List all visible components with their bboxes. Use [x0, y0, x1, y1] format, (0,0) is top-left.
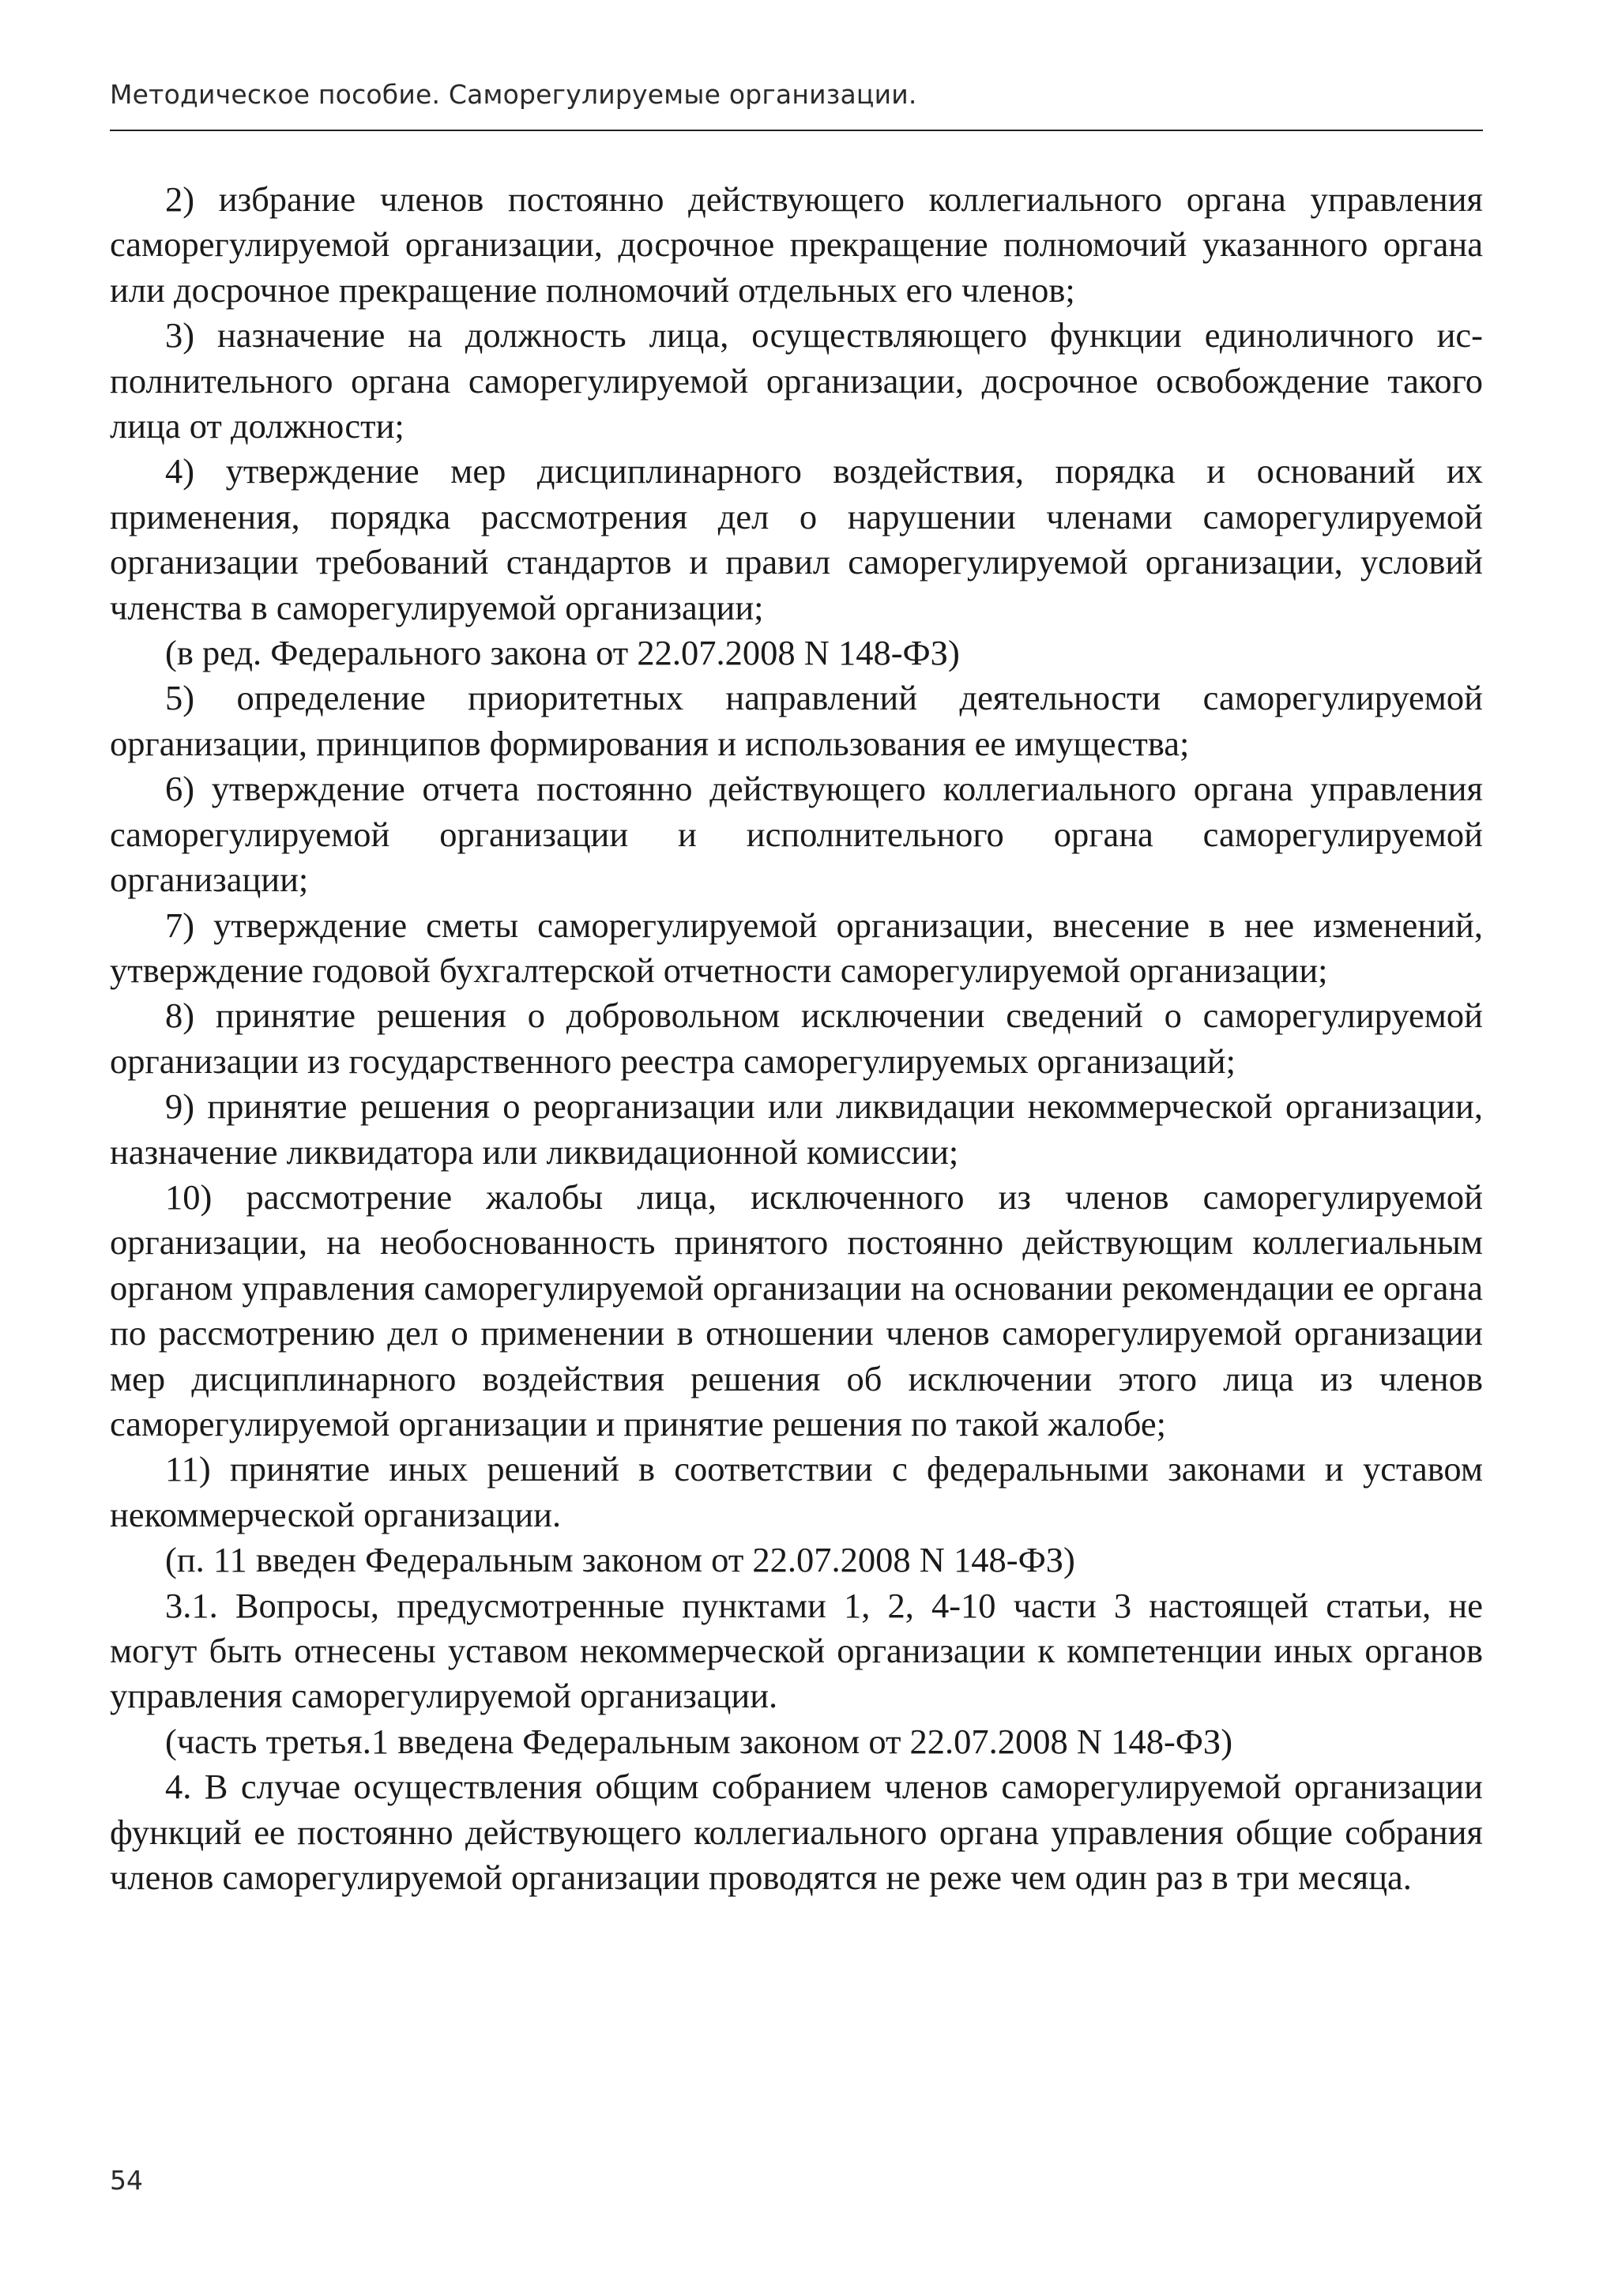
header-divider: [110, 130, 1483, 131]
running-header: Методическое пособие. Саморегулируемые организации.: [110, 79, 917, 110]
paragraph-part-4: 4. В случае осуществления общим собранием членов саморегулируемой организации функций ее постоянно действующего коллегиального органа управления общие собрания членов саморегулируемой организации проводятся не реже чем один раз в три месяца.: [110, 1767, 1483, 1898]
paragraph-item-8: 8) принятие решения о добровольном исключении сведений о саморегулируемой организации из государственного реестра саморегулируемых организаций;: [110, 996, 1483, 1081]
paragraph-item-9: 9) принятие решения о реорганизации или ликвидации некоммерческой организации, назначение ликвидатора или ликвидационной комиссии;: [110, 1086, 1483, 1172]
paragraph-item-11: 11) принятие иных решений в соответствии с федеральными законами и уставом некоммерческой организации.: [110, 1449, 1483, 1534]
body-text: [110, 177, 1483, 1900]
paragraph-item-3: 3) назначение на должность лица, осуществляющего функции единоличного исполнительного органа саморегулируемой организации, досрочное освобождение такого лица от должности;: [110, 315, 1483, 446]
paragraph-item-10: 10) рассмотрение жалобы лица, исключенного из членов саморегулируемой организации, на необоснованность принятого постоянно действующим коллегиальным органом управления саморегулируемой организации на основании рекомендации ее органа по рассмотрению дел о применении в отношении членов саморегулируемой организации мер дисциплинарного воздействия решения об исключении этого лица из членов саморегулируемой организации и принятие решения по такой жалобе;: [110, 1176, 1483, 1443]
paragraph-item-4: 4) утверждение мер дисциплинарного воздействия, порядка и оснований их применения, порядка рассмотрения дел о нарушении членами саморегулируемой организации требований стандартов и правил саморегулируемой организации, условий членства в саморегулируемой организации;: [110, 451, 1483, 627]
paragraph-item-5: 5) определение приоритетных направлений деятельности саморегулируемой организации, принципов формирования и использования ее имущества;: [110, 678, 1483, 763]
paragraph-item-2: 2) избрание членов постоянно действующего коллегиального органа управления саморегулируемой организации, досрочное прекращение полномочий указанного органа или досрочное прекращение полномочий отдельных его членов;: [110, 179, 1483, 310]
amendment-note: (часть третья.1 введена Федеральным законом от 22.07.2008 N 148-ФЗ): [165, 1721, 1233, 1761]
paragraph-item-6: 6) утверждение отчета постоянно действующего коллегиального органа управления саморегулируемой организации и исполнительного органа саморегулируемой организации;: [110, 769, 1483, 900]
paragraph-item-7: 7) утверждение сметы саморегулируемой организации, внесение в нее изменений, утверждение годовой бухгалтерской отчетности саморегулируемой организации;: [110, 905, 1483, 990]
amendment-note: (в ред. Федерального закона от 22.07.2008 N 148-ФЗ): [165, 633, 960, 673]
page-number: 54: [110, 2165, 143, 2196]
paragraph-part-3-1: 3.1. Вопросы, предусмотренные пунктами 1, 2, 4-10 части 3 настоящей статьи, не могут быть отнесены уставом некоммерческой организации к компетенции иных органов управления саморегулируемой организации.: [110, 1585, 1483, 1716]
amendment-note: (п. 11 введен Федеральным законом от 22.07.2008 N 148-ФЗ): [165, 1540, 1075, 1580]
